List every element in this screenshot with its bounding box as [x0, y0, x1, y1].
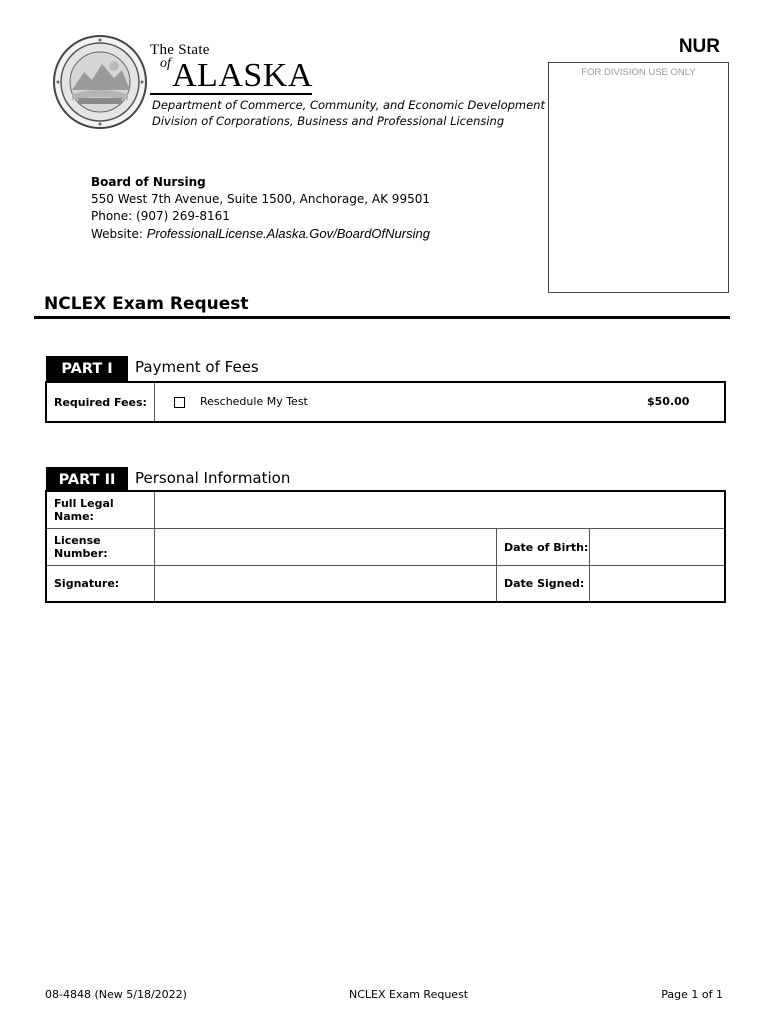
date-of-birth-label: Date of Birth: [504, 540, 589, 554]
date-signed-field[interactable] [590, 566, 724, 601]
part1-tab: PART I [46, 356, 128, 381]
board-website-line [91, 225, 430, 243]
reschedule-option-label: Reschedule My Test [200, 395, 308, 408]
board-website-label: Website: [91, 227, 147, 241]
state-heading-line1: The State [150, 42, 210, 58]
board-address: 550 West 7th Avenue, Suite 1500, Anchorage, AK 99501 [91, 192, 430, 206]
state-heading-name: ALASKA [172, 57, 313, 94]
division-use-box [548, 62, 729, 293]
board-contact-block [91, 174, 430, 243]
state-heading-of: of [160, 56, 171, 71]
form-title: NCLEX Exam Request [44, 294, 249, 314]
state-heading-rule [150, 93, 312, 95]
board-phone: Phone: (907) 269-8161 [91, 209, 230, 223]
signature-label: Signature: [54, 577, 120, 590]
board-website-link[interactable]: ProfessionalLicense.Alaska.Gov/BoardOfNursing [146, 226, 430, 241]
part2-personal-info-table [45, 490, 726, 603]
part1-title: Payment of Fees [135, 358, 259, 376]
state-seal-logo [52, 34, 148, 130]
license-number-label: License Number: [54, 534, 108, 560]
required-fees-label: Required Fees: [54, 395, 147, 409]
part1-fees-table [45, 381, 726, 423]
date-signed-label: Date Signed: [504, 577, 585, 590]
reschedule-checkbox[interactable] [174, 397, 185, 408]
footer-page-number: Page 1 of 1 [661, 988, 723, 1001]
fees-divider [154, 383, 155, 421]
signature-field[interactable] [155, 566, 496, 601]
form-title-rule [34, 316, 730, 319]
department-block [152, 97, 545, 129]
board-name: Board of Nursing [91, 175, 206, 189]
division-name: Division of Corporations, Business and Professional Licensing [152, 114, 505, 128]
part2-title: Personal Information [135, 469, 291, 487]
form-code: NUR [678, 36, 720, 57]
footer-form-title: NCLEX Exam Request [349, 988, 469, 1001]
date-of-birth-field[interactable] [590, 529, 724, 565]
full-legal-name-field[interactable] [155, 492, 724, 528]
division-use-label: FOR DIVISION USE ONLY [581, 67, 696, 78]
full-legal-name-label: Full Legal Name: [54, 497, 114, 523]
footer-form-number: 08-4848 (New 5/18/2022) [45, 988, 187, 1001]
department-name: Department of Commerce, Community, and Economic Development [152, 98, 545, 112]
part2-tab: PART II [46, 467, 128, 492]
license-number-field[interactable] [155, 529, 496, 565]
reschedule-fee-amount: $50.00 [647, 395, 690, 408]
